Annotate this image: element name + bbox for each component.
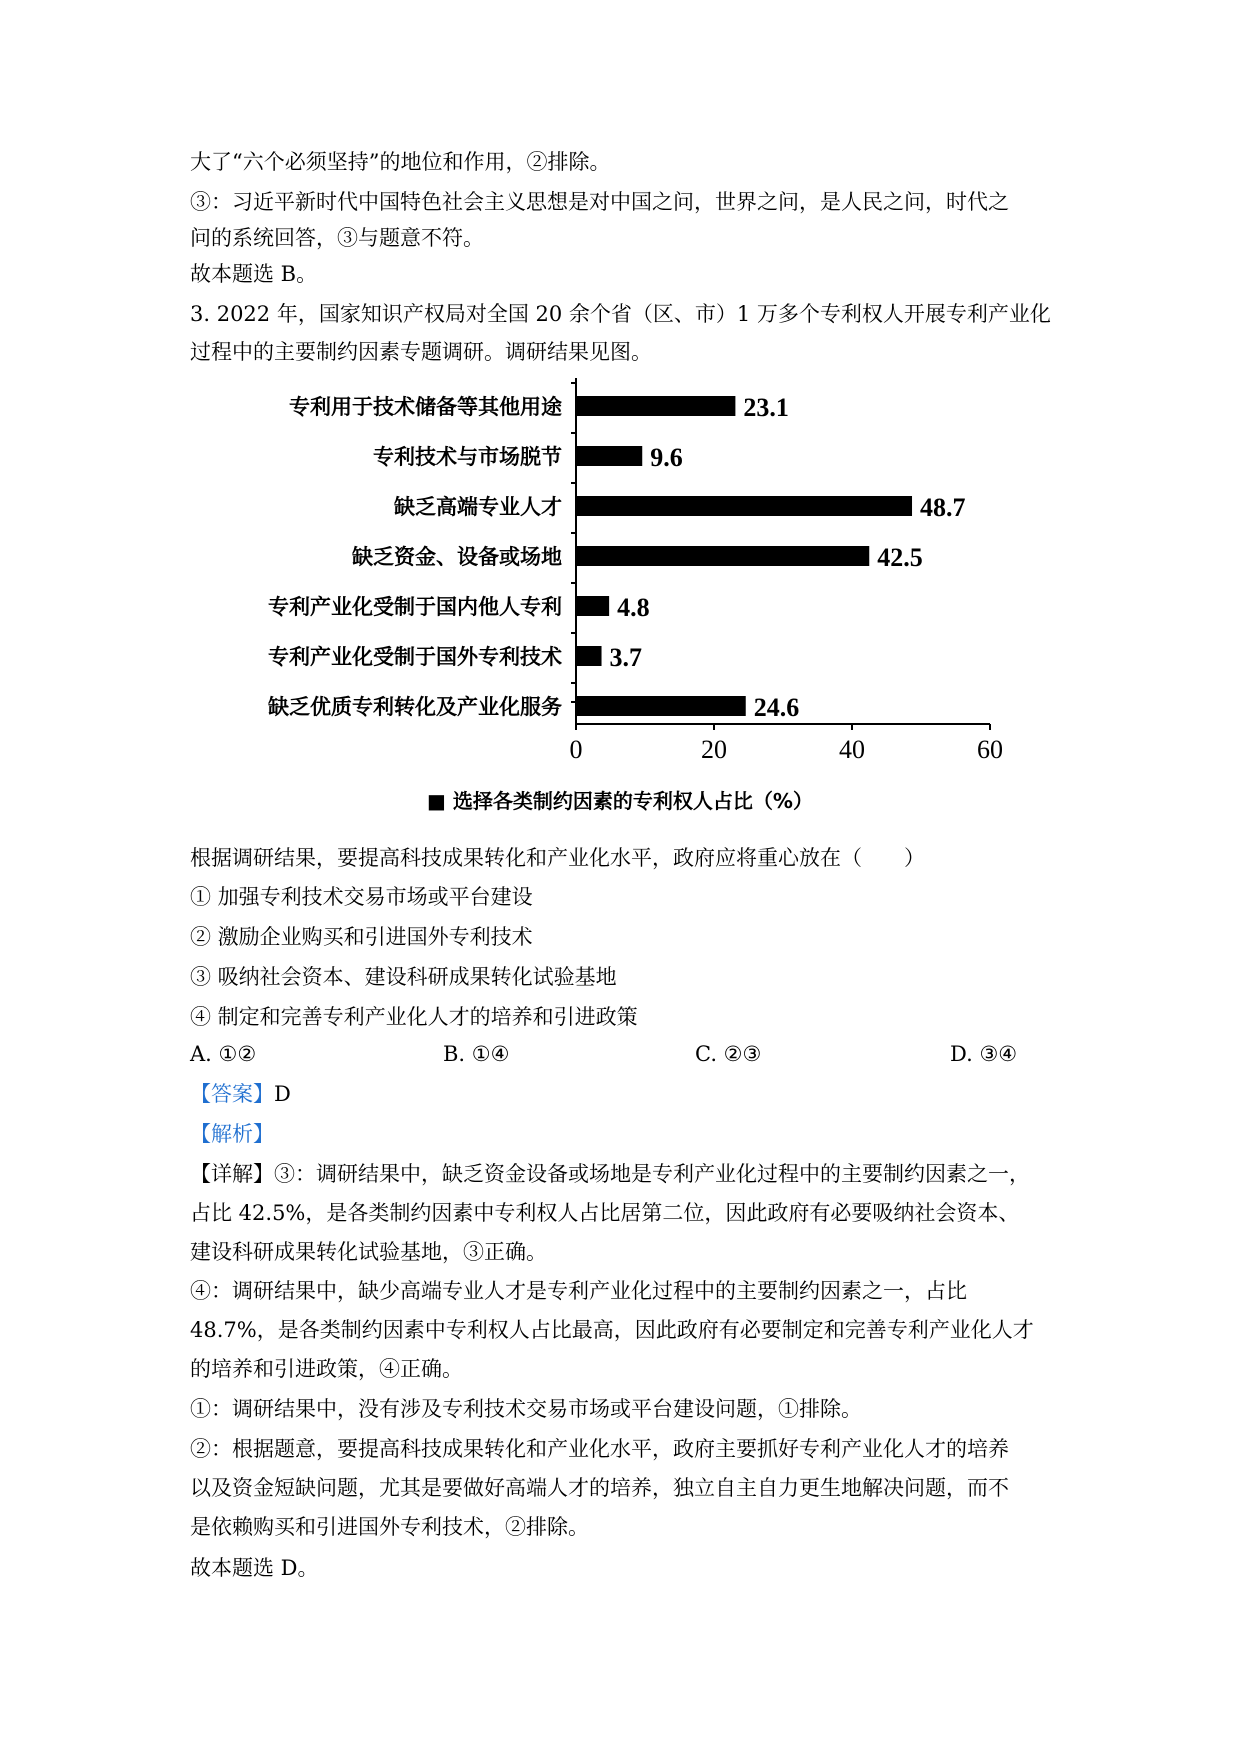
question-3-line: 3. 2022 年，国家知识产权局对全国 20 余个省（区、市）1 万多个专利权人开展专利产业化 xyxy=(190,302,1051,326)
explanation-line: 以及资金短缺问题，尤其是要做好高端人才的培养，独立自主自力更生地解决问题，而不 xyxy=(190,1476,1009,1500)
text-line: 问的系统回答，③与题意不符。 xyxy=(190,226,484,250)
x-tick-label: 60 xyxy=(977,735,1003,764)
analysis-tag: 【解析】 xyxy=(190,1122,274,1146)
chart-legend: ■ 选择各类制约因素的专利权人占比（%） xyxy=(427,789,813,813)
explanation-line: 占比 42.5%，是各类制约因素中专利权人占比居第二位，因此政府有必要吸纳社会资本、 xyxy=(190,1201,1020,1225)
category-label: 缺乏优质专利转化及产业化服务 xyxy=(268,695,562,719)
answer-options xyxy=(190,1036,1050,1072)
explanation-line: 的培养和引进政策，④正确。 xyxy=(190,1357,463,1381)
bar xyxy=(576,696,746,716)
value-label: 23.1 xyxy=(743,393,789,422)
bar xyxy=(576,646,602,666)
statement-2: ② 激励企业购买和引进国外专利技术 xyxy=(190,925,533,949)
explanation-line: 【详解】③：调研结果中，缺乏资金设备或场地是专利产业化过程中的主要制约因素之一， xyxy=(190,1162,1030,1186)
option-c[interactable]: C. ②③ xyxy=(695,1042,762,1066)
answer-value: D xyxy=(274,1082,291,1106)
statement-1: ① 加强专利技术交易市场或平台建设 xyxy=(190,885,533,909)
explanation-line: 48.7%，是各类制约因素中专利权人占比最高，因此政府有必要制定和完善专利产业化人才 xyxy=(190,1318,1034,1342)
bar xyxy=(576,496,912,516)
value-label: 48.7 xyxy=(920,493,966,522)
text-line: 故本题选 B。 xyxy=(190,262,318,286)
option-d[interactable]: D. ③④ xyxy=(950,1042,1018,1066)
category-label: 专利产业化受制于国外专利技术 xyxy=(268,645,562,669)
category-label: 缺乏资金、设备或场地 xyxy=(352,545,562,569)
bar xyxy=(576,446,642,466)
text-line: ③：习近平新时代中国特色社会主义思想是对中国之问，世界之问，是人民之问，时代之 xyxy=(190,190,1009,214)
category-label: 缺乏高端专业人才 xyxy=(394,495,562,519)
value-label: 42.5 xyxy=(877,543,923,572)
category-label: 专利用于技术储备等其他用途 xyxy=(289,395,562,419)
explanation-line: ②：根据题意，要提高科技成果转化和产业化水平，政府主要抓好专利产业化人才的培养 xyxy=(190,1437,1009,1461)
value-label: 4.8 xyxy=(617,593,650,622)
value-label: 9.6 xyxy=(650,443,683,472)
text-line: 大了“六个必须坚持”的地位和作用，②排除。 xyxy=(190,150,611,174)
explanation-line: 建设科研成果转化试验基地，③正确。 xyxy=(190,1240,547,1264)
question-3-line: 过程中的主要制约因素专题调研。调研结果见图。 xyxy=(190,340,652,364)
answer-tag: 【答案】 xyxy=(190,1082,274,1106)
value-label: 24.6 xyxy=(753,693,800,722)
x-tick-label: 0 xyxy=(569,735,583,764)
category-label: 专利产业化受制于国内他人专利 xyxy=(268,595,562,619)
x-tick-label: 20 xyxy=(701,735,727,764)
statement-4: ④ 制定和完善专利产业化人才的培养和引进政策 xyxy=(190,1005,638,1029)
bar xyxy=(576,546,869,566)
explanation-line: 故本题选 D。 xyxy=(190,1556,319,1580)
answer-line xyxy=(190,1076,291,1112)
explanation-line: ④：调研结果中，缺少高端专业人才是专利产业化过程中的主要制约因素之一，占比 xyxy=(190,1279,967,1303)
statement-3: ③ 吸纳社会资本、建设科研成果转化试验基地 xyxy=(190,965,617,989)
x-tick-label: 40 xyxy=(839,735,865,764)
bar-chart xyxy=(190,378,1050,828)
bar xyxy=(576,396,735,416)
option-b[interactable]: B. ①④ xyxy=(443,1042,510,1066)
explanation-line: 是依赖购买和引进国外专利技术，②排除。 xyxy=(190,1515,589,1539)
value-label: 3.7 xyxy=(609,643,643,672)
option-a[interactable]: A. ①② xyxy=(190,1042,257,1066)
category-label: 专利技术与市场脱节 xyxy=(373,445,562,469)
explanation-line: ①：调研结果中，没有涉及专利技术交易市场或平台建设问题，①排除。 xyxy=(190,1397,862,1421)
bar xyxy=(576,596,609,616)
question-prompt: 根据调研结果，要提高科技成果转化和产业化水平，政府应将重心放在（ ） xyxy=(190,846,925,870)
